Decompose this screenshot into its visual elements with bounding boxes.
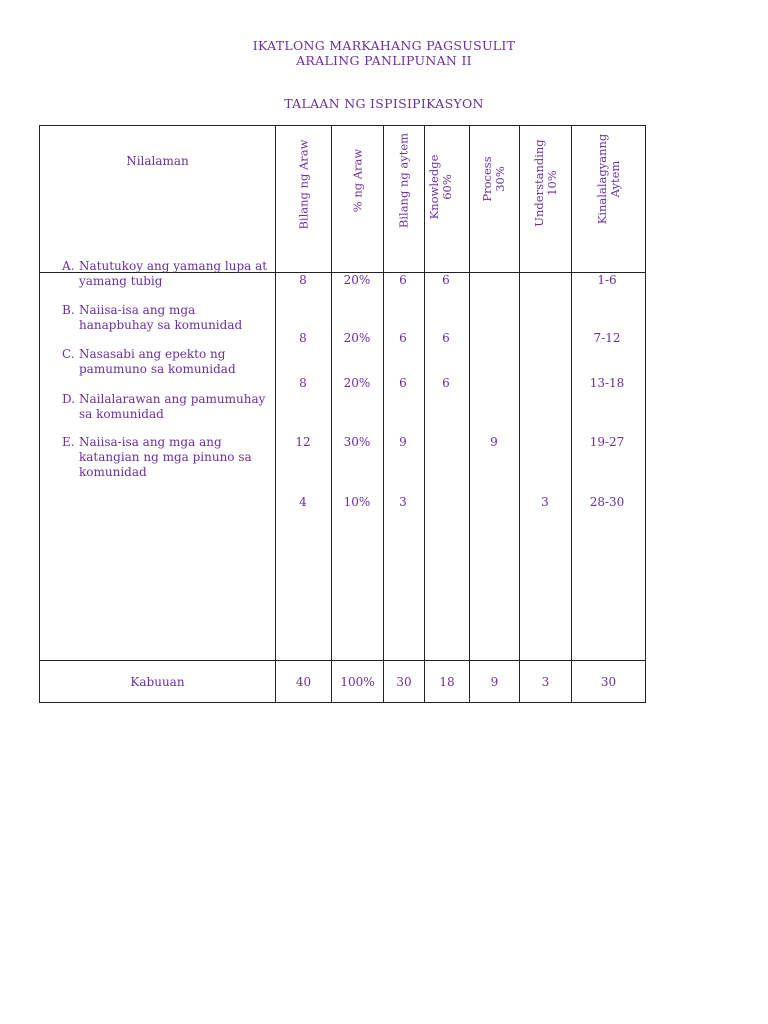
cell-items: 6 — [399, 331, 407, 345]
cell-items: 6 — [399, 376, 407, 390]
topic-item: E. Naiisa-isa ang mga ang katangian ng mga pinuno sa komunidad — [62, 435, 252, 479]
total-items: 30 — [384, 661, 425, 703]
cell-knowledge: 6 — [442, 273, 450, 287]
cell-items: 3 — [399, 495, 407, 509]
cell-pct: 10% — [343, 495, 371, 509]
total-pct: 100% — [332, 661, 384, 703]
cell-items: 9 — [399, 435, 407, 449]
cell-knowledge: 6 — [442, 331, 450, 345]
total-knowledge: 18 — [425, 661, 470, 703]
cell-days: 4 — [299, 495, 307, 509]
table-title: TALAAN NG ISPISIPIKASYON — [284, 96, 484, 111]
col-header-pct-days: % ng Araw — [332, 126, 384, 273]
exam-title: IKATLONG MARKAHANG PAGSUSULIT — [252, 38, 516, 53]
col-header-items: Bilang ng aytem — [384, 126, 425, 273]
col-header-process: Process 30% — [470, 126, 520, 273]
cell-pct: 30% — [343, 435, 371, 449]
total-days: 40 — [276, 661, 332, 703]
col-header-understanding: Understanding 10% — [520, 126, 572, 273]
cell-days: 8 — [299, 331, 307, 345]
col-header-content: Nilalaman — [40, 126, 276, 273]
cell-knowledge: 6 — [442, 376, 450, 390]
topic-item: D. Nailalarawan ang pamumuhay sa komunidad — [62, 392, 266, 421]
col-header-placement: Kinalalagyanng Aytem — [572, 126, 646, 273]
cell-items: 6 — [399, 273, 407, 287]
cell-placement: 19-27 — [589, 435, 625, 449]
total-placement: 30 — [572, 661, 646, 703]
total-label: Kabuuan — [40, 661, 276, 703]
topic-item: A. Natutukoy ang yamang lupa at yamang tubig — [62, 259, 268, 288]
topic-item: C. Nasasabi ang epekto ng pamumuno sa komunidad — [62, 347, 236, 376]
cell-days: 8 — [299, 376, 307, 390]
subject-title: ARALING PANLIPUNAN II — [296, 53, 472, 68]
header-row — [40, 126, 646, 273]
cell-days: 8 — [299, 273, 307, 287]
cell-placement: 28-30 — [589, 495, 625, 509]
cell-process: 9 — [490, 435, 498, 449]
cell-understanding: 3 — [541, 495, 549, 509]
cell-pct: 20% — [343, 273, 371, 287]
total-process: 9 — [470, 661, 520, 703]
col-header-days: Bilang ng Araw — [276, 126, 332, 273]
total-understanding: 3 — [520, 661, 572, 703]
cell-placement: 7-12 — [593, 331, 621, 345]
cell-pct: 20% — [343, 376, 371, 390]
col-header-knowledge: Knowledge 60% — [425, 126, 470, 273]
topic-item: B. Naiisa-isa ang mga hanapbuhay sa komunidad — [62, 303, 243, 332]
total-row — [40, 661, 646, 703]
cell-placement: 1-6 — [597, 273, 617, 287]
cell-days: 12 — [295, 435, 311, 449]
cell-pct: 20% — [343, 331, 371, 345]
cell-placement: 13-18 — [589, 376, 625, 390]
